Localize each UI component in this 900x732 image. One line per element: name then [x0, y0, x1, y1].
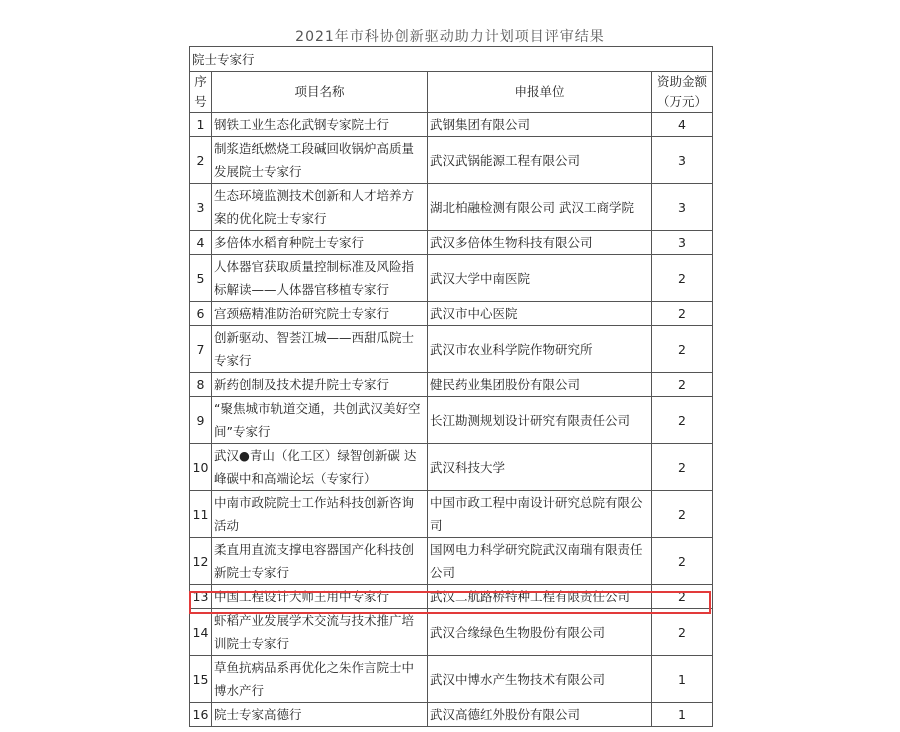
row-project-name: 中国工程设计大师王用中专家行 [212, 585, 428, 609]
row-project-name: 草鱼抗病品系再优化之朱作言院士中博水产行 [212, 656, 428, 703]
table-row [190, 137, 713, 184]
row-amount: 2 [652, 302, 713, 326]
table-row [190, 231, 713, 255]
header-no: 序号 [190, 72, 212, 113]
row-no: 6 [190, 302, 212, 326]
row-applicant: 武汉市中心医院 [428, 302, 652, 326]
row-project-name: 院士专家高德行 [212, 703, 428, 727]
row-amount: 2 [652, 609, 713, 656]
row-applicant: 武汉多倍体生物科技有限公司 [428, 231, 652, 255]
row-applicant: 武汉市农业科学院作物研究所 [428, 326, 652, 373]
row-amount: 2 [652, 255, 713, 302]
row-amount: 2 [652, 373, 713, 397]
row-project-name: 新药创制及技术提升院士专家行 [212, 373, 428, 397]
table-row [190, 255, 713, 302]
row-no: 15 [190, 656, 212, 703]
row-project-name: 中南市政院院士工作站科技创新咨询活动 [212, 491, 428, 538]
table-row [190, 373, 713, 397]
row-amount: 4 [652, 113, 713, 137]
row-no: 13 [190, 585, 212, 609]
row-project-name: “聚焦城市轨道交通，共创武汉美好空间”专家行 [212, 397, 428, 444]
page-title: 2021年市科协创新驱动助力计划项目评审结果 [295, 29, 605, 45]
table-row [190, 326, 713, 373]
row-applicant: 武汉科技大学 [428, 444, 652, 491]
row-applicant: 武钢集团有限公司 [428, 113, 652, 137]
row-amount: 2 [652, 491, 713, 538]
row-applicant: 武汉大学中南医院 [428, 255, 652, 302]
row-project-name: 宫颈癌精准防治研究院士专家行 [212, 302, 428, 326]
row-project-name: 创新驱动、智荟江城——西甜瓜院士专家行 [212, 326, 428, 373]
row-amount: 3 [652, 184, 713, 231]
table-row [190, 302, 713, 326]
row-project-name: 人体器官获取质量控制标准及风险指标解读——人体器官移植专家行 [212, 255, 428, 302]
row-no: 16 [190, 703, 212, 727]
row-applicant: 国网电力科学研究院武汉南瑞有限责任公司 [428, 538, 652, 585]
row-no: 14 [190, 609, 212, 656]
row-no: 12 [190, 538, 212, 585]
row-no: 4 [190, 231, 212, 255]
row-project-name: 制浆造纸燃烧工段碱回收锅炉高质量发展院士专家行 [212, 137, 428, 184]
results-table [189, 46, 713, 727]
row-amount: 2 [652, 326, 713, 373]
row-no: 11 [190, 491, 212, 538]
row-no: 3 [190, 184, 212, 231]
row-applicant: 武汉合缘绿色生物股份有限公司 [428, 609, 652, 656]
row-no: 1 [190, 113, 212, 137]
table-row [190, 609, 713, 656]
section-row [190, 47, 713, 72]
row-amount: 2 [652, 397, 713, 444]
row-no: 7 [190, 326, 212, 373]
row-applicant: 武汉高德红外股份有限公司 [428, 703, 652, 727]
row-project-name: 生态环境监测技术创新和人才培养方案的优化院士专家行 [212, 184, 428, 231]
table-row [190, 656, 713, 703]
row-no: 2 [190, 137, 212, 184]
row-amount: 1 [652, 703, 713, 727]
row-amount: 3 [652, 231, 713, 255]
section-label: 院士专家行 [190, 47, 713, 72]
row-applicant: 武汉中博水产生物技术有限公司 [428, 656, 652, 703]
table-row [190, 491, 713, 538]
table-row [190, 184, 713, 231]
row-amount: 3 [652, 137, 713, 184]
table-row [190, 703, 713, 727]
row-project-name: 虾稻产业发展学术交流与技术推广培训院士专家行 [212, 609, 428, 656]
row-project-name: 武汉●青山（化工区）绿智创新碳 达峰碳中和高端论坛（专家行） [212, 444, 428, 491]
header-name: 项目名称 [212, 72, 428, 113]
row-project-name: 钢铁工业生态化武钢专家院士行 [212, 113, 428, 137]
row-project-name: 柔直用直流支撑电容器国产化科技创新院士专家行 [212, 538, 428, 585]
row-amount: 2 [652, 444, 713, 491]
table-row [190, 113, 713, 137]
table-row [190, 397, 713, 444]
row-project-name: 多倍体水稻育种院士专家行 [212, 231, 428, 255]
row-applicant: 长江勘测规划设计研究有限责任公司 [428, 397, 652, 444]
row-no: 5 [190, 255, 212, 302]
header-amount: 资助金额（万元） [652, 72, 713, 113]
row-no: 10 [190, 444, 212, 491]
row-amount: 1 [652, 656, 713, 703]
header-unit: 申报单位 [428, 72, 652, 113]
header-row [190, 72, 713, 113]
row-amount: 2 [652, 585, 713, 609]
table-row [190, 585, 713, 609]
table-row [190, 444, 713, 491]
row-no: 8 [190, 373, 212, 397]
row-amount: 2 [652, 538, 713, 585]
row-no: 9 [190, 397, 212, 444]
row-applicant: 武汉武锅能源工程有限公司 [428, 137, 652, 184]
row-applicant: 武汉二航路桥特种工程有限责任公司 [428, 585, 652, 609]
row-applicant: 湖北柏融检测有限公司 武汉工商学院 [428, 184, 652, 231]
row-applicant: 中国市政工程中南设计研究总院有限公司 [428, 491, 652, 538]
table-row [190, 538, 713, 585]
row-applicant: 健民药业集团股份有限公司 [428, 373, 652, 397]
